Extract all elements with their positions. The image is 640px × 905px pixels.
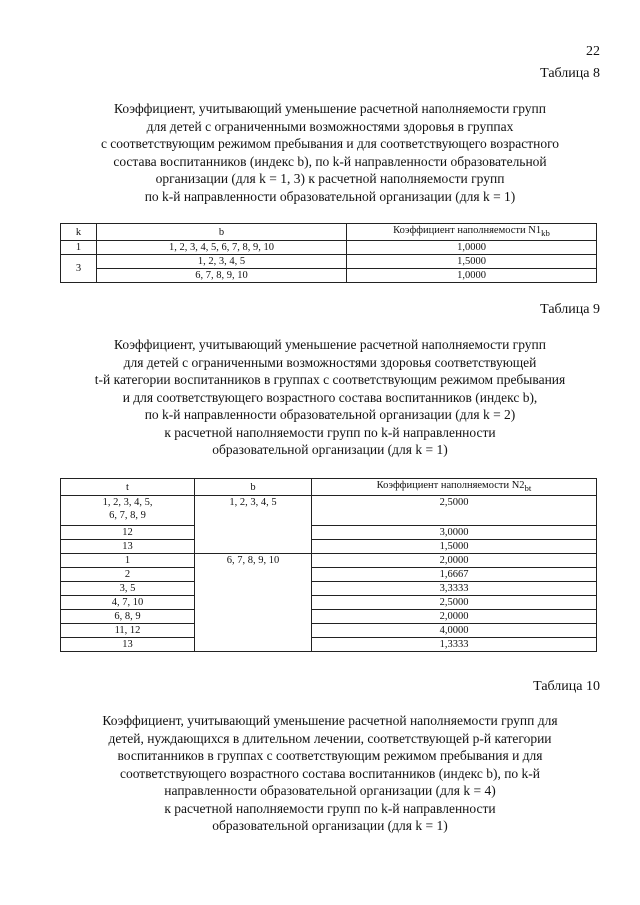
title-line: Коэффициент, учитывающий уменьшение расчетной наполняемости групп для bbox=[102, 713, 558, 728]
cell-b: 1, 2, 3, 4, 5 bbox=[97, 255, 347, 269]
header-coef-subscript: bt bbox=[524, 483, 532, 494]
table-row bbox=[61, 496, 597, 526]
cell-t: 1 bbox=[61, 554, 195, 568]
title-line: Коэффициент, учитывающий уменьшение расчетной наполняемости групп bbox=[114, 101, 546, 116]
cell-coef: 4,0000 bbox=[312, 624, 597, 638]
title-line: с соответствующим режимом пребывания и для соответствующего возрастного bbox=[100, 136, 560, 151]
cell-coef: 3,3333 bbox=[312, 582, 597, 596]
header-k: k bbox=[61, 224, 97, 241]
table-9 bbox=[60, 478, 597, 652]
table-8-label: Таблица 8 bbox=[540, 66, 600, 81]
table-10-label: Таблица 10 bbox=[533, 679, 600, 694]
table-10-title bbox=[60, 712, 600, 835]
cell-b: 6, 7, 8, 9, 10 bbox=[97, 269, 347, 283]
title-line: соответствующего возрастного состава воспитанников (индекс b), по k-й bbox=[119, 765, 541, 781]
table-9-label: Таблица 9 bbox=[540, 302, 600, 317]
page-number: 22 bbox=[586, 44, 600, 59]
cell-k: 1 bbox=[61, 241, 97, 255]
cell-coef: 1,6667 bbox=[312, 568, 597, 582]
cell-t: 4, 7, 10 bbox=[61, 596, 195, 610]
table-row bbox=[61, 568, 597, 582]
cell-t: 3, 5 bbox=[61, 582, 195, 596]
header-coef bbox=[347, 224, 597, 241]
cell-t: 11, 12 bbox=[61, 624, 195, 638]
table-8 bbox=[60, 223, 597, 283]
title-line: направленности образовательной организации (для k = 4) bbox=[164, 783, 496, 798]
header-t: t bbox=[61, 479, 195, 496]
table-row bbox=[61, 241, 597, 255]
table-9-title bbox=[60, 336, 600, 459]
cell-coef: 2,0000 bbox=[312, 610, 597, 624]
table-row bbox=[61, 596, 597, 610]
title-line: состава воспитанников (индекс b), по k-й направленности образовательной bbox=[113, 153, 547, 169]
header-b: b bbox=[97, 224, 347, 241]
cell-t: 2 bbox=[61, 568, 195, 582]
cell-coef: 1,0000 bbox=[347, 269, 597, 283]
title-line: для детей с ограниченными возможностями здоровья в группах bbox=[146, 118, 514, 134]
title-line: образовательной организации (для k = 1) bbox=[212, 442, 448, 457]
title-line: организации (для k = 1, 3) к расчетной наполняемости групп bbox=[155, 171, 505, 186]
cell-coef: 1,5000 bbox=[312, 540, 597, 554]
title-line: к расчетной наполняемости групп по k-й направленности bbox=[164, 800, 496, 816]
cell-b: 1, 2, 3, 4, 5, 6, 7, 8, 9, 10 bbox=[97, 241, 347, 255]
table-8-title bbox=[60, 100, 600, 205]
table-header-row bbox=[61, 224, 597, 241]
header-b: b bbox=[195, 479, 312, 496]
title-line: и для соответствующего возрастного состава воспитанников (индекс b), bbox=[122, 389, 538, 405]
cell-coef: 1,5000 bbox=[347, 255, 597, 269]
title-line: для детей с ограниченными возможностями здоровья соответствующей bbox=[123, 354, 537, 370]
table-row bbox=[61, 540, 597, 554]
title-line: к расчетной наполняемости групп по k-й направленности bbox=[164, 424, 496, 440]
title-line: детей, нуждающихся в длительном лечении, соответствующей p-й категории bbox=[108, 730, 552, 746]
cell-coef: 1,0000 bbox=[347, 241, 597, 255]
header-coef-label: Коэффициент наполняемости N2 bbox=[376, 480, 525, 491]
cell-coef: 2,5000 bbox=[312, 596, 597, 610]
cell-t: 13 bbox=[61, 540, 195, 554]
title-line: по k-й направленности образовательной организации (для k = 1) bbox=[144, 188, 516, 204]
cell-coef: 2,0000 bbox=[312, 554, 597, 568]
header-coef-subscript: kb bbox=[541, 228, 550, 239]
table-header-row bbox=[61, 479, 597, 496]
title-line: t-й категории воспитанников в группах с соответствующим режимом пребывания bbox=[94, 372, 566, 387]
cell-coef: 3,0000 bbox=[312, 526, 597, 540]
title-line: воспитанников в группах с соответствующим режимом пребывания и для bbox=[117, 748, 543, 763]
cell-t: 12 bbox=[61, 526, 195, 540]
cell-k: 3 bbox=[61, 255, 97, 283]
cell-coef: 2,5000 bbox=[312, 496, 597, 526]
title-line: образовательной организации (для k = 1) bbox=[212, 818, 448, 833]
table-row bbox=[61, 610, 597, 624]
table-row bbox=[61, 255, 597, 269]
cell-b-group: 1, 2, 3, 4, 5 bbox=[195, 496, 312, 554]
cell-b-group: 6, 7, 8, 9, 10 bbox=[195, 554, 312, 652]
title-line: Коэффициент, учитывающий уменьшение расчетной наполняемости групп bbox=[114, 337, 546, 352]
table-row bbox=[61, 526, 597, 540]
table-row bbox=[61, 554, 597, 568]
cell-coef: 1,3333 bbox=[312, 638, 597, 652]
title-line: по k-й направленности образовательной организации (для k = 2) bbox=[144, 407, 516, 422]
header-coef bbox=[312, 479, 597, 496]
cell-t: 6, 8, 9 bbox=[61, 610, 195, 624]
table-row bbox=[61, 624, 597, 638]
table-row bbox=[61, 638, 597, 652]
table-row bbox=[61, 269, 597, 283]
table-row bbox=[61, 582, 597, 596]
cell-t: 13 bbox=[61, 638, 195, 652]
cell-t: 1, 2, 3, 4, 5, 6, 7, 8, 9 bbox=[61, 496, 195, 526]
header-coef-label: Коэффициент наполняемости N1 bbox=[393, 225, 542, 236]
